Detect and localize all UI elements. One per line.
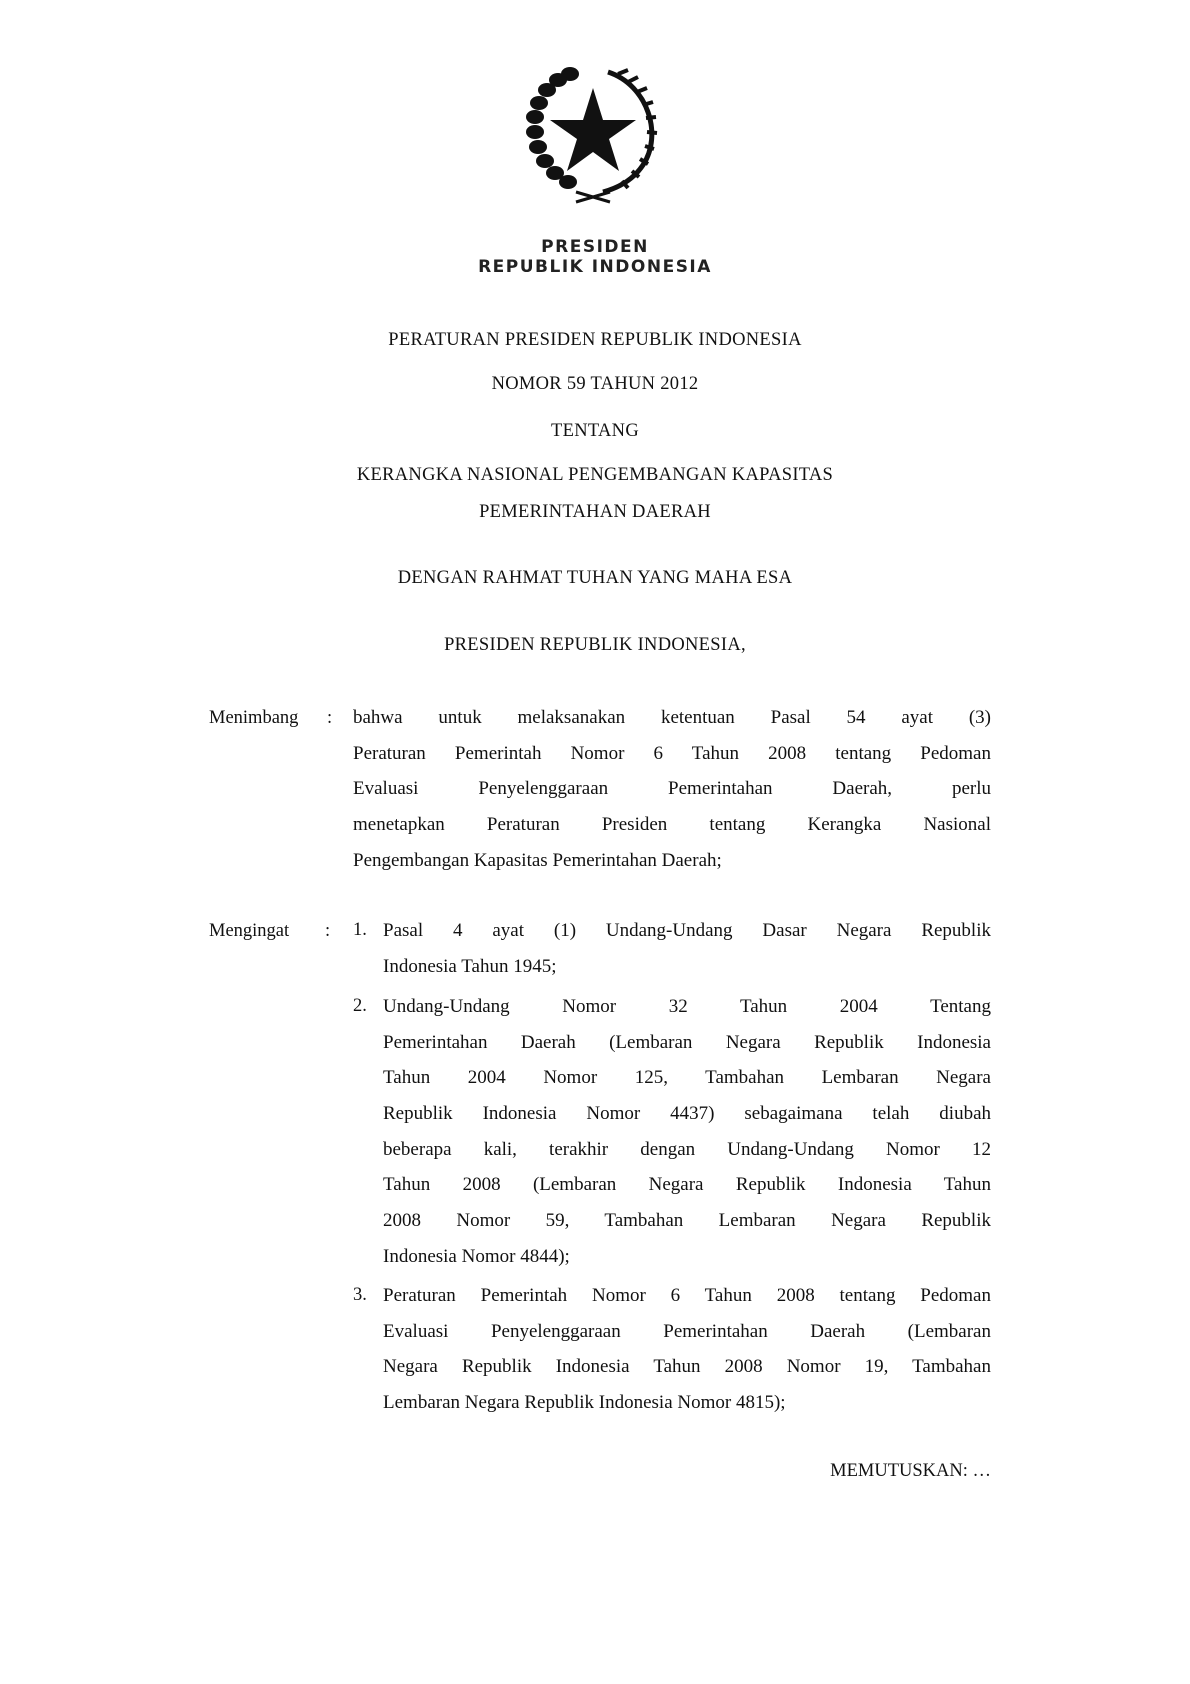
regulation-subject-line1: KERANGKA NASIONAL PENGEMBANGAN KAPASITAS	[356, 465, 834, 485]
star-wreath-icon	[518, 60, 668, 210]
text-line: menetapkan Peraturan Presiden tentang Kerangka Nasional	[353, 814, 991, 836]
item-number: 3.	[353, 1285, 367, 1305]
seal-line-presiden: PRESIDEN	[541, 237, 649, 257]
text-line: Undang-Undang Nomor 32 Tahun 2004 Tentang	[383, 996, 991, 1017]
text-line: bahwa untuk melaksanakan ketentuan Pasal 54 ayat (3)	[353, 707, 991, 728]
menimbang-label: Menimbang	[209, 708, 299, 728]
item-number: 1.	[353, 920, 367, 940]
invocation: DENGAN RAHMAT TUHAN YANG MAHA ESA	[397, 568, 793, 588]
text-line: Pasal 4 ayat (1) Undang-Undang Dasar Negara Republik	[383, 920, 991, 941]
text-line: Lembaran Negara Republik Indonesia Nomor 4815);	[383, 1392, 786, 1414]
text-line: Evaluasi Penyelenggaraan Pemerintahan Daerah, perlu	[353, 778, 991, 800]
menimbang-body	[353, 700, 991, 878]
text-line: Indonesia Tahun 1945;	[383, 955, 557, 977]
text-line: Negara Republik Indonesia Tahun 2008 Nomor 19, Tambahan	[383, 1356, 991, 1378]
text-line: Peraturan Pemerintah Nomor 6 Tahun 2008 tentang Pedoman	[383, 1285, 991, 1306]
mengingat-colon: :	[325, 921, 331, 941]
text-line: Tahun 2008 (Lembaran Negara Republik Indonesia Tahun	[383, 1174, 991, 1196]
menimbang-colon: :	[327, 708, 333, 728]
text-line: Evaluasi Penyelenggaraan Pemerintahan Daerah (Lembaran	[383, 1320, 991, 1342]
item-number: 2.	[353, 996, 367, 1016]
presidential-seal-emblem	[518, 60, 668, 210]
text-line: Pemerintahan Daerah (Lembaran Negara Republik Indonesia	[383, 1031, 991, 1053]
item-text	[383, 989, 991, 1275]
regulation-title: PERATURAN PRESIDEN REPUBLIK INDONESIA	[388, 330, 802, 350]
seal-line-republik-indonesia: REPUBLIK INDONESIA	[478, 257, 712, 277]
text-line: Indonesia Nomor 4844);	[383, 1245, 570, 1267]
regulation-subject-line2: PEMERINTAHAN DAERAH	[479, 502, 711, 522]
regulation-tentang: TENTANG	[551, 421, 639, 441]
text-line: Tahun 2004 Nomor 125, Tambahan Lembaran Negara	[383, 1067, 991, 1089]
text-line: Republik Indonesia Nomor 4437) sebagaimana telah diubah	[383, 1103, 991, 1125]
text-line: Pengembangan Kapasitas Pemerintahan Daerah;	[353, 849, 722, 871]
text-line: 2008 Nomor 59, Tambahan Lembaran Negara Republik	[383, 1210, 991, 1232]
regulation-number: NOMOR 59 TAHUN 2012	[491, 374, 699, 394]
item-text	[383, 913, 991, 984]
mengingat-label: Mengingat	[209, 921, 290, 941]
continuation-marker: MEMUTUSKAN: …	[830, 1461, 991, 1481]
text-line: Peraturan Pemerintah Nomor 6 Tahun 2008 tentang Pedoman	[353, 742, 991, 764]
issuer: PRESIDEN REPUBLIK INDONESIA,	[444, 635, 746, 655]
text-line: beberapa kali, terakhir dengan Undang-Undang Nomor 12	[383, 1138, 991, 1160]
item-text	[383, 1278, 991, 1421]
